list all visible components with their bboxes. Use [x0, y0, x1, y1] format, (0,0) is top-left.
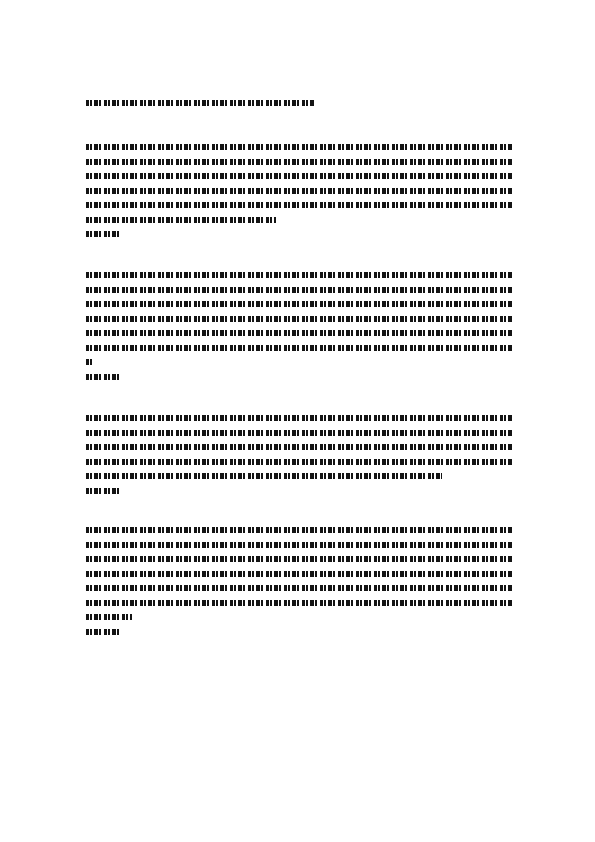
paragraph-4	[86, 523, 512, 639]
text-line-glyphs	[86, 202, 512, 208]
text-line-glyphs	[86, 459, 512, 465]
text-line-glyphs	[86, 144, 512, 150]
text-line	[86, 426, 512, 441]
text-line	[86, 469, 512, 484]
text-line	[86, 341, 512, 356]
text-line	[86, 455, 512, 470]
text-line-glyphs	[86, 301, 512, 307]
text-line	[86, 169, 512, 184]
text-line-glyphs	[86, 415, 512, 421]
paragraph-signature	[86, 227, 512, 242]
text-line	[86, 326, 512, 341]
paragraph-1	[86, 140, 512, 242]
text-line	[86, 213, 512, 228]
text-line	[86, 523, 512, 538]
text-line-glyphs	[86, 316, 512, 322]
paragraph-2	[86, 268, 512, 384]
document-header	[86, 96, 326, 110]
text-line	[86, 596, 512, 611]
text-line-glyphs	[86, 287, 512, 293]
text-line-glyphs	[86, 614, 132, 620]
text-line-glyphs	[86, 571, 512, 577]
text-line-glyphs	[86, 359, 92, 365]
text-line-glyphs	[86, 345, 512, 351]
text-line	[86, 140, 512, 155]
text-line	[86, 268, 512, 283]
text-line	[86, 198, 512, 213]
paragraph-signature	[86, 484, 512, 499]
text-line-glyphs	[86, 600, 512, 606]
signature-glyphs	[86, 374, 120, 380]
signature-text	[86, 625, 87, 626]
text-line-glyphs	[86, 556, 512, 562]
text-line	[86, 610, 512, 625]
text-line	[86, 312, 512, 327]
signature-glyphs	[86, 488, 120, 494]
text-line	[86, 411, 512, 426]
text-line	[86, 283, 512, 298]
text-line-glyphs	[86, 444, 512, 450]
text-line	[86, 440, 512, 455]
header-text-placeholder	[86, 100, 314, 106]
text-line-glyphs	[86, 173, 512, 179]
text-line-glyphs	[86, 272, 512, 278]
text-line	[86, 581, 512, 596]
text-line-glyphs	[86, 473, 442, 479]
signature-text	[86, 227, 87, 228]
signature-text	[86, 370, 87, 371]
text-line	[86, 538, 512, 553]
signature-text	[86, 484, 87, 485]
text-line	[86, 297, 512, 312]
text-line-glyphs	[86, 159, 512, 165]
text-line-glyphs	[86, 217, 276, 223]
text-line-glyphs	[86, 330, 512, 336]
text-line	[86, 567, 512, 582]
header-text	[86, 96, 87, 97]
text-line	[86, 552, 512, 567]
signature-glyphs	[86, 629, 120, 635]
paragraph-3	[86, 411, 512, 498]
text-line-glyphs	[86, 527, 512, 533]
paragraph-signature	[86, 370, 512, 385]
text-line	[86, 355, 512, 370]
paragraph-signature	[86, 625, 512, 640]
text-line-glyphs	[86, 585, 512, 591]
text-line	[86, 184, 512, 199]
text-line	[86, 155, 512, 170]
text-line-glyphs	[86, 542, 512, 548]
signature-glyphs	[86, 231, 120, 237]
text-line-glyphs	[86, 430, 512, 436]
text-line-glyphs	[86, 188, 512, 194]
